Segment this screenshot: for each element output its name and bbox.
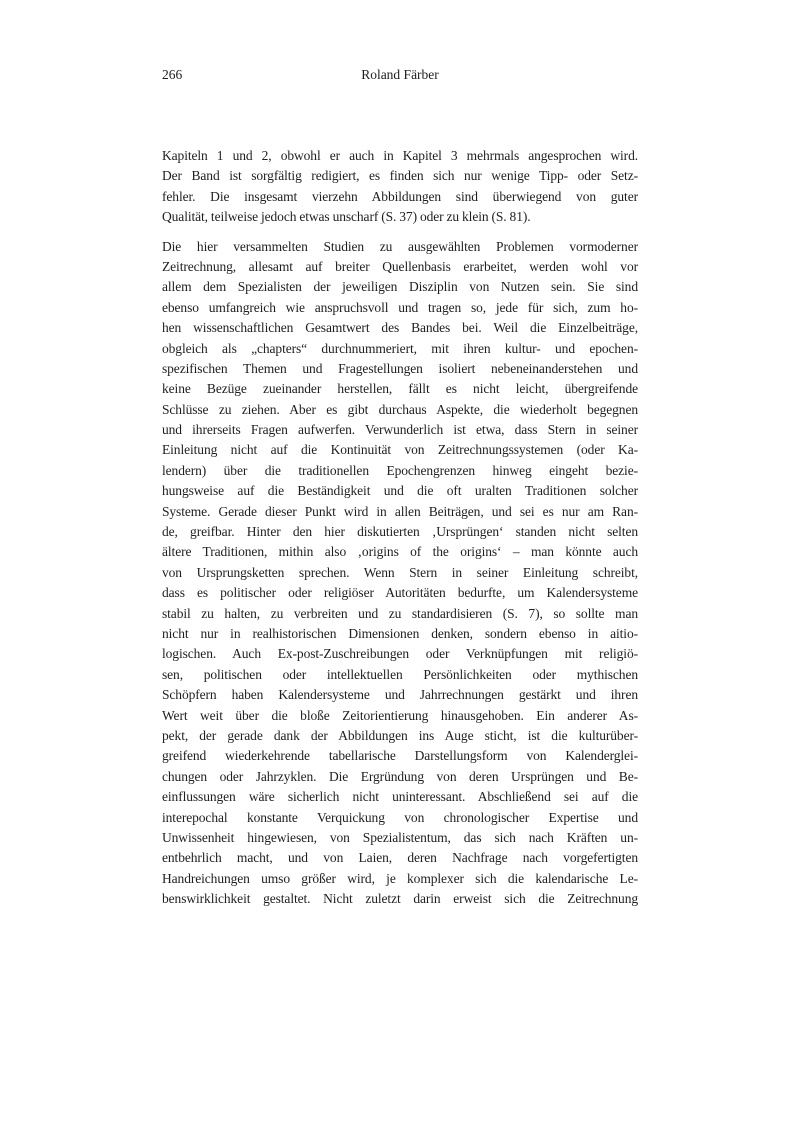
text-line: ebenso umfangreich wie anspruchsvoll und tragen so, jede für sich, zum ho- [162, 299, 638, 315]
text-line: Qualität, teilweise jedoch etwas unscharf (S. 37) oder zu klein (S. 81). [162, 209, 531, 225]
text-line: hen wissenschaftlichen Gesamtwert des Bandes bei. Weil die Einzelbeiträge, [162, 320, 638, 336]
text-line: Zeitrechnung, allesamt auf breiter Quellenbasis erarbeitet, werden wohl vor [162, 258, 638, 274]
paragraph [162, 237, 638, 910]
text-line: dass es politischer oder religiöser Autoritäten bedurfte, um Kalendersysteme [162, 585, 638, 601]
text-line: de, greifbar. Hinter den hier diskutierten ‚Ursprüngen‘ standen nicht selten [162, 524, 638, 540]
page-header [162, 67, 638, 87]
text-line: chungen oder Jahrzyklen. Die Ergründung von deren Ursprüngen und Be- [162, 768, 638, 784]
text-line: Schöpfern haben Kalendersysteme und Jahrrechnungen gestärkt und ihren [162, 687, 638, 703]
text-line: Handreichungen umso größer wird, je komplexer sich die kalendarische Le- [162, 870, 638, 886]
text-line: Einleitung nicht auf die Kontinuität von Zeitrechnungssystemen (oder Ka- [162, 442, 638, 458]
text-line: obgleich als „chapters“ durchnummeriert, mit ihren kultur- und epochen- [162, 340, 638, 356]
page-number: 266 [162, 67, 183, 82]
text-line: Der Band ist sorgfältig redigiert, es finden sich nur wenige Tipp- oder Setz- [162, 168, 638, 184]
text-line: nicht nur in realhistorischen Dimensionen denken, sondern ebenso in aitio- [162, 625, 638, 641]
text-line: benswirklichkeit gestaltet. Nicht zuletzt darin erweist sich die Zeitrechnung [162, 891, 638, 907]
text-line: Unwissenheit hingewiesen, von Spezialistentum, das sich nach Kräften un- [162, 829, 638, 845]
text-line: einflussungen wäre sicherlich nicht uninteressant. Abschließend sei auf die [162, 789, 638, 805]
text-line: logischen. Auch Ex-post-Zuschreibungen oder Verknüpfungen mit religiö- [162, 646, 638, 662]
text-line: ältere Traditionen, mithin also ‚origins of the origins‘ – man könnte auch [162, 544, 638, 560]
text-line: und ihrerseits Fragen aufwerfen. Verwunderlich ist etwa, dass Stern in seiner [162, 422, 638, 438]
text-line: Die hier versammelten Studien zu ausgewählten Problemen vormoderner [162, 238, 638, 254]
text-line: Schlüsse zu ziehen. Aber es gibt durchaus Aspekte, die wiederholt begegnen [162, 401, 638, 417]
text-line: greifend wiederkehrende tabellarische Darstellungsform von Kalenderglei- [162, 748, 638, 764]
text-line: Kapiteln 1 und 2, obwohl er auch in Kapitel 3 mehrmals angesprochen wird. [162, 148, 638, 163]
text-line: stabil zu halten, zu verbreiten und zu standardisieren (S. 7), so sollte man [162, 605, 638, 621]
text-line: lendern) über die traditionellen Epochengrenzen hinweg eingeht bezie- [162, 462, 638, 478]
text-line: von Ursprungsketten sprechen. Wenn Stern in seiner Einleitung schreibt, [162, 564, 638, 580]
text-line: allem dem Spezialisten der jeweiligen Disziplin von Nutzen sein. Sie sind [162, 279, 638, 295]
text-line: fehler. Die insgesamt vierzehn Abbildungen sind überwiegend von guter [162, 188, 638, 204]
paragraph [162, 146, 638, 228]
running-head-author: Roland Färber [361, 67, 439, 82]
text-line: sen, politischen oder intellektuellen Persönlichkeiten oder mythischen [162, 666, 638, 682]
text-line: pekt, der gerade dank der Abbildungen ins Auge sticht, ist die kulturüber- [162, 727, 638, 743]
text-block [162, 146, 638, 918]
text-line: hungsweise auf die Beständigkeit und die oft uralten Traditionen solcher [162, 483, 638, 499]
text-line: keine Bezüge zueinander herstellen, fällt es nicht leicht, übergreifende [162, 381, 638, 397]
text-line: entbehrlich macht, und von Laien, deren Nachfrage nach vorgefertigten [162, 850, 638, 866]
text-line: spezifischen Themen und Fragestellungen isoliert nebeneinanderstehen und [162, 360, 638, 376]
text-line: Systeme. Gerade dieser Punkt wird in allen Beiträgen, und sei es nur am Ran- [162, 503, 638, 519]
text-line: Wert weit über die bloße Zeitorientierung hinausgehoben. Ein anderer As- [162, 707, 638, 723]
text-line: interepochal konstante Verquickung von chronologischer Expertise und [162, 809, 638, 825]
